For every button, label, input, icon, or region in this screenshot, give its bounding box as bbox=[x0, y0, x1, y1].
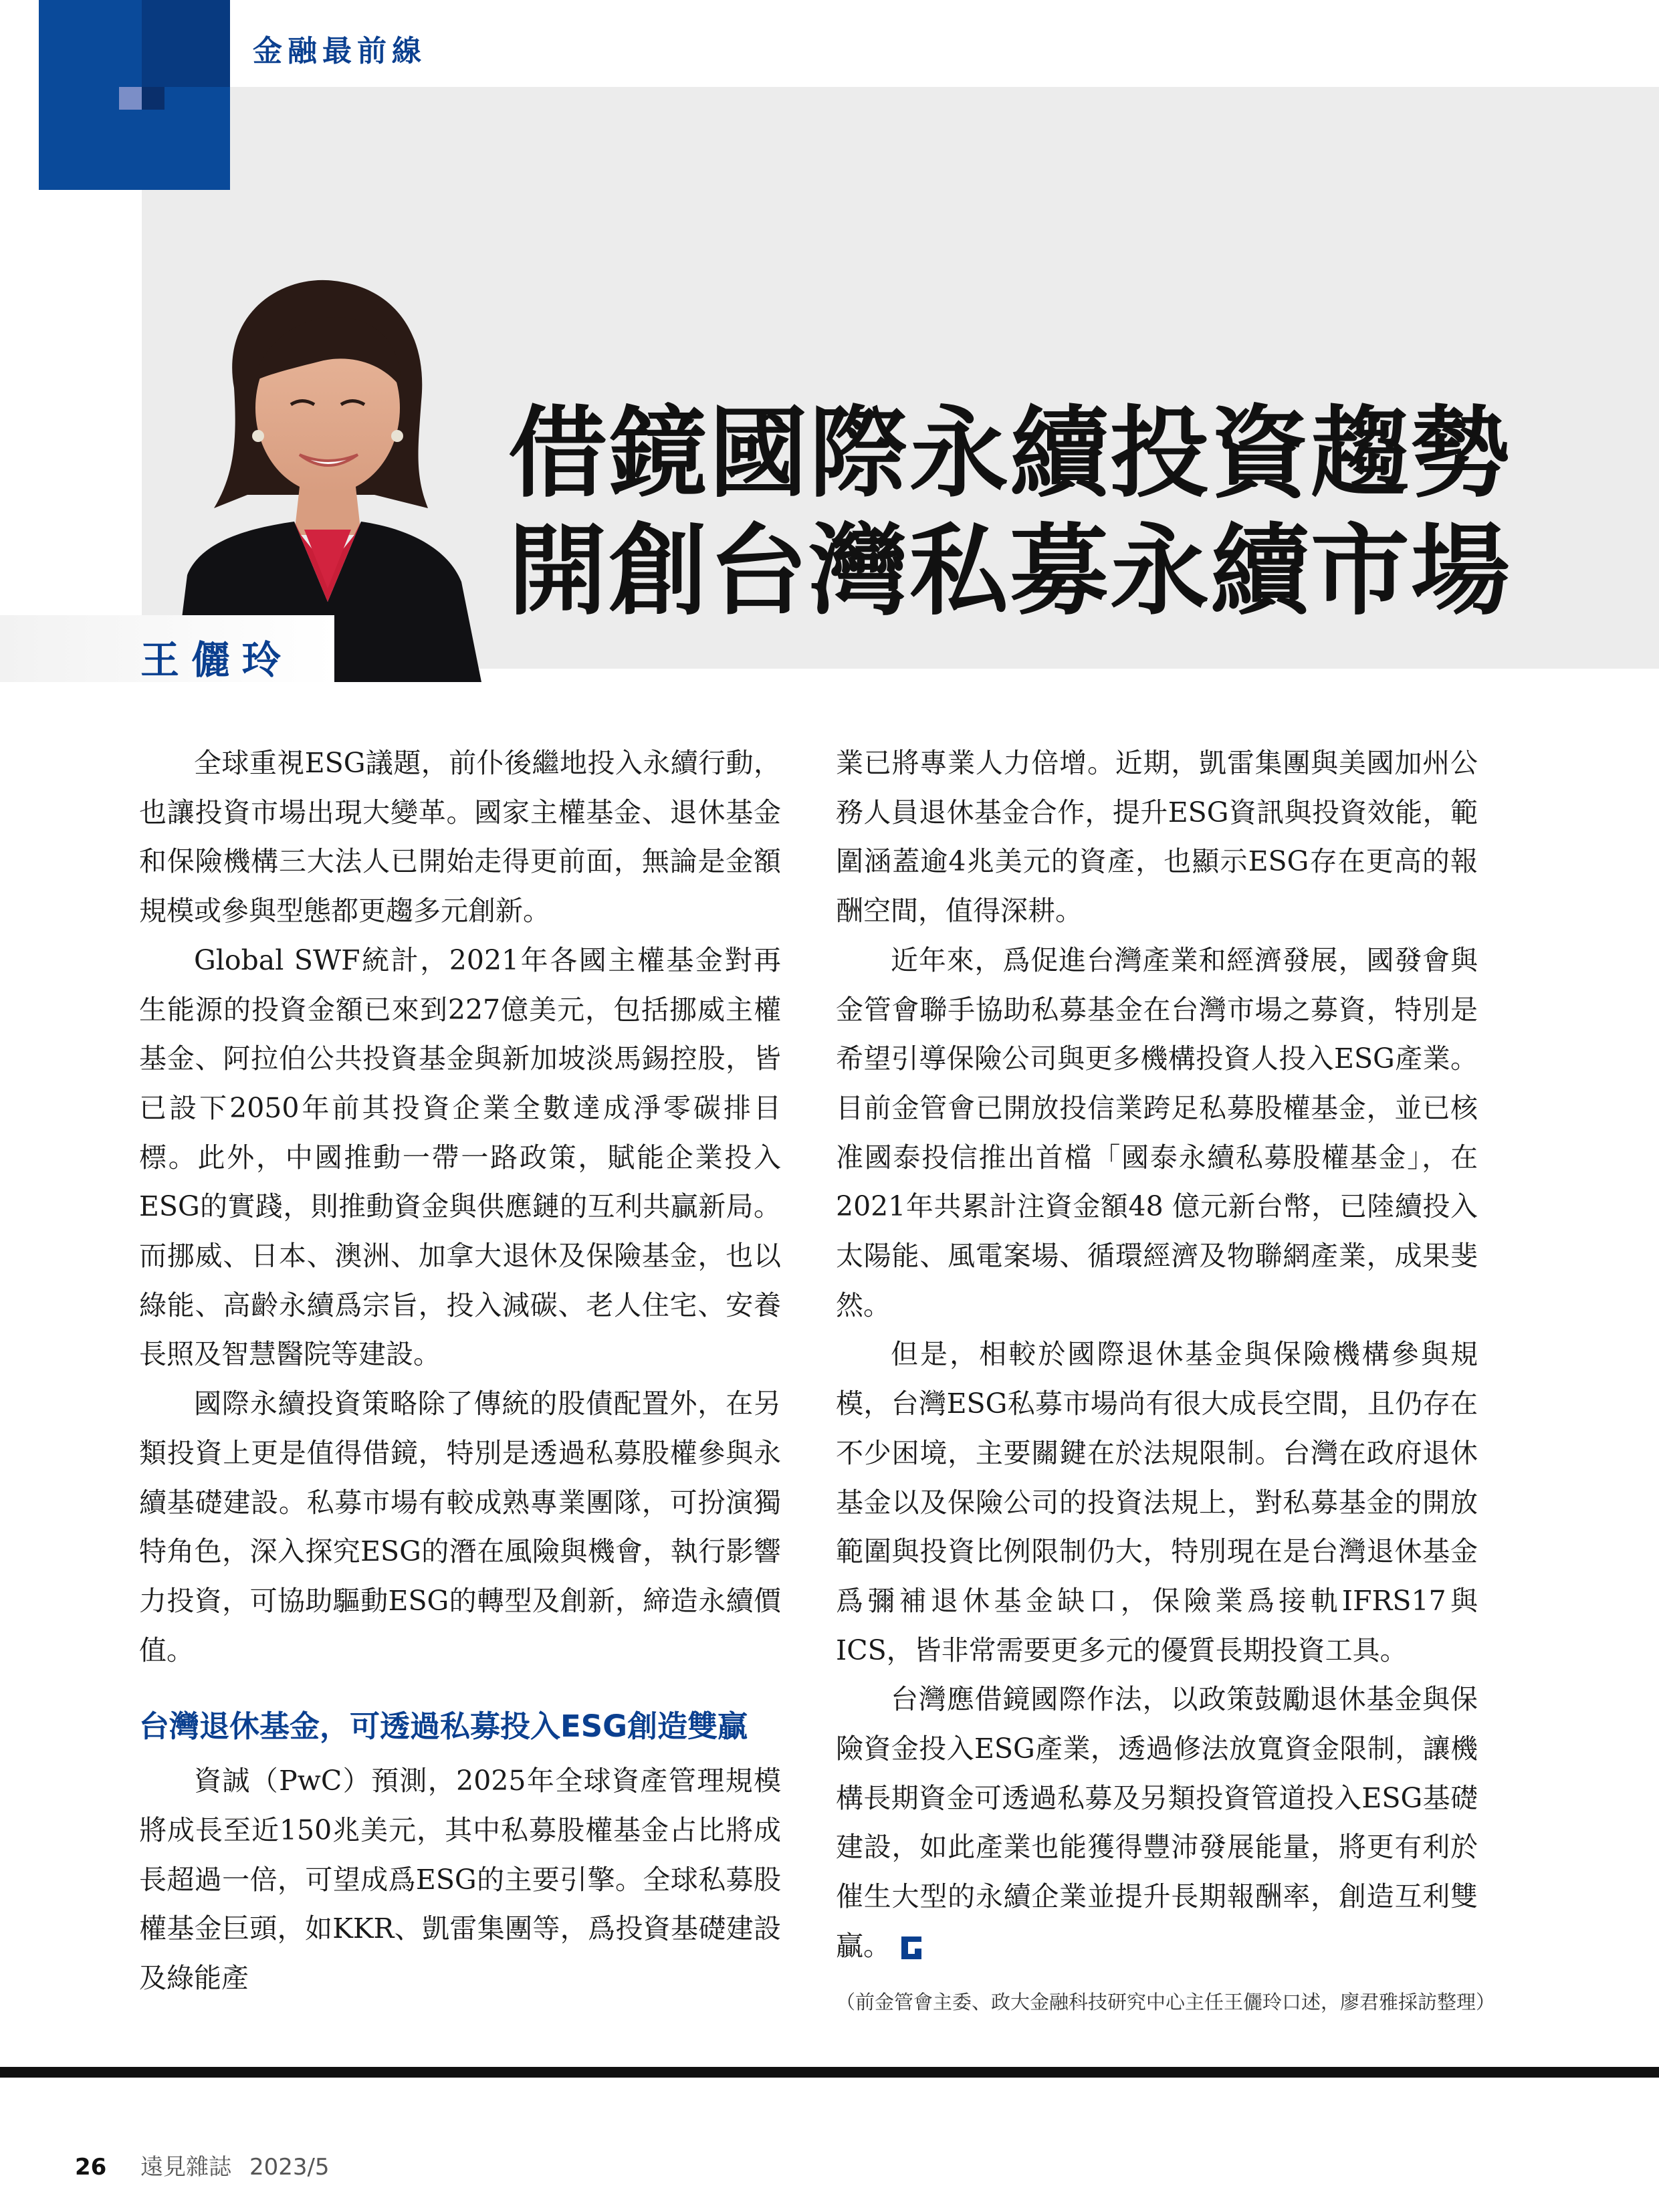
paragraph: 全球重視ESG議題，前仆後繼地投入永續行動，也讓投資市場出現大變革。國家主權基金、退休基金和保險機構三大法人已開始走得更前面，無論是金額規模或參與型態都更趨多元創新。 bbox=[139, 747, 781, 927]
paragraph: Global SWF統計，2021年各國主權基金對再生能源的投資金額已來到227億美元，包括挪威主權基金、阿拉伯公共投資基金與新加坡淡馬錫控股，皆已設下2050年前其投資企業全數達成淨零碳排目標。此外，中國推動一帶一路政策，賦能企業投入ESG的實踐，則推動資金與供應鏈的互利共贏新局。而挪威、日本、澳洲、加拿大退休及保險基金，也以綠能、高齡永續爲宗旨，投入減碳、老人住宅、安養長照及智慧醫院等建設。 bbox=[139, 944, 781, 1371]
end-of-article-icon bbox=[900, 1935, 923, 1961]
body-column-left bbox=[139, 739, 781, 2003]
header-blue-inner-block bbox=[142, 0, 230, 87]
page-number: 26 bbox=[75, 2154, 107, 2181]
section-subheading: 台灣退休基金，可透過私募投入ESG創造雙贏 bbox=[139, 1708, 748, 1745]
title-line-1: 借鏡國際永續投資趨勢 bbox=[508, 396, 1511, 511]
title-line-2: 開創台灣私募永續市場 bbox=[508, 514, 1511, 629]
author-name: 王儷玲 bbox=[140, 637, 294, 683]
header-accent-square bbox=[119, 87, 142, 110]
paragraph: 資誠（PwC）預測，2025年全球資產管理規模將成長至近150兆美元，其中私募股權基金占比將成長超過一倍，可望成爲ESG的主要引擎。全球私募股權基金巨頭，如KKR、凱雷集團等，爲投資基礎建設及綠能產 bbox=[139, 1765, 781, 1995]
paragraph: 國際永續投資策略除了傳統的股債配置外，在另類投資上更是值得借鏡，特別是透過私募股權參與永續基礎建設。私募市場有較成熟專業團隊，可扮演獨特角色，深入探究ESG的潛在風險與機會，執行影響力投資，可協助驅動ESG的轉型及創新，締造永續價值。 bbox=[139, 1388, 781, 1666]
paragraph: 但是，相較於國際退休基金與保險機構參與規模，台灣ESG私募市場尚有很大成長空間，且仍存在不少困境，主要關鍵在於法規限制。台灣在政府退休基金以及保險公司的投資法規上，對私募基金的開放範圍與投資比例限制仍大，特別現在是台灣退休基金爲彌補退休基金缺口，保險業爲接軌IFRS17與ICS，皆非常需要更多元的優質長期投資工具。 bbox=[836, 1338, 1478, 1666]
magazine-name: 遠見雜誌 bbox=[140, 2154, 232, 2181]
paragraph-text: 台灣應借鏡國際作法，以政策鼓勵退休基金與保險資金投入ESG產業，透過修法放寬資金限制，讓機構長期資金可透過私募及另類投資管道投入ESG基礎建設，如此產業也能獲得豐沛發展能量，將更有利於催生大型的永續企業並提升長期報酬率，創造互利雙贏。 bbox=[836, 1683, 1478, 1962]
paragraph bbox=[836, 1675, 1478, 1971]
footer-rule bbox=[0, 2067, 1659, 2078]
body-column-right bbox=[836, 739, 1478, 1971]
page-footer bbox=[75, 2148, 330, 2181]
article-title bbox=[508, 395, 1645, 630]
paragraph: 業已將專業人力倍增。近期，凱雷集團與美國加州公務人員退休基金合作，提升ESG資訊與投資效能，範圍涵蓋逾4兆美元的資產，也顯示ESG存在更高的報酬空間，值得深耕。 bbox=[836, 747, 1478, 927]
header-accent-square-dark bbox=[142, 87, 164, 110]
section-label: 金融最前線 bbox=[253, 34, 427, 68]
interview-credit: （前金管會主委、政大金融科技研究中心主任王儷玲口述，廖君雅採訪整理） bbox=[836, 1991, 1496, 2013]
issue-date: 2023/5 bbox=[249, 2154, 330, 2181]
paragraph: 近年來，爲促進台灣產業和經濟發展，國發會與金管會聯手協助私募基金在台灣市場之募資，特別是希望引導保險公司與更多機構投資人投入ESG產業。目前金管會已開放投信業跨足私募股權基金，並已核准國泰投信推出首檔「國泰永續私募股權基金」，在2021年共累計注資金額48 億元新台幣，已陸續投入太陽能、風電案場、循環經濟及物聯網產業，成果斐然。 bbox=[836, 944, 1478, 1321]
